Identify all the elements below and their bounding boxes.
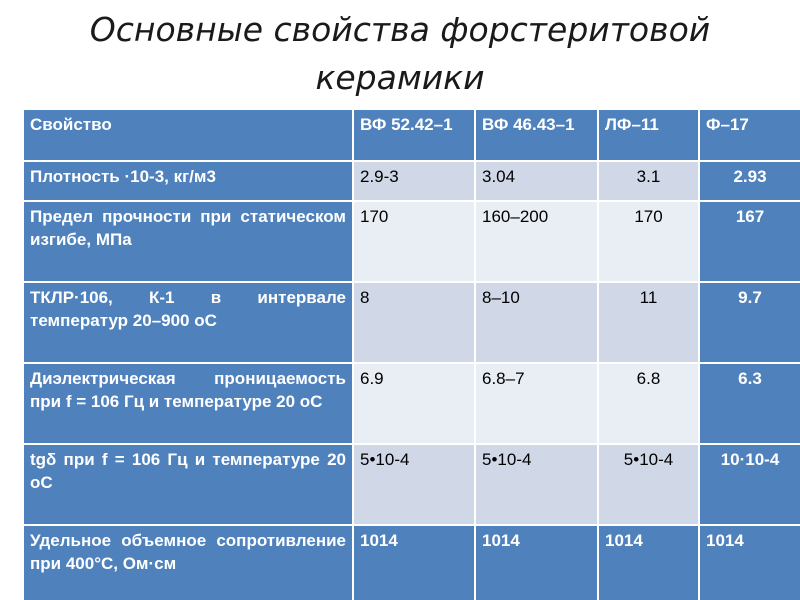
table-row-density bbox=[23, 161, 800, 201]
value-cell: 2.9-3 bbox=[353, 161, 475, 201]
table-row-bending-strength bbox=[23, 201, 800, 282]
property-cell bbox=[23, 201, 353, 282]
table-row-volume-resistivity bbox=[23, 525, 800, 600]
value-cell-highlight: 9.7 bbox=[699, 282, 800, 363]
properties-table bbox=[22, 108, 800, 600]
page-title-line-2: керамики bbox=[315, 58, 485, 97]
value-cell: 8 bbox=[353, 282, 475, 363]
value-cell: 1014 bbox=[699, 525, 800, 600]
column-header-f-17: Ф–17 bbox=[699, 109, 800, 161]
value-cell: 6.9 bbox=[353, 363, 475, 444]
value-cell: 3.1 bbox=[598, 161, 699, 201]
property-label: ТКЛР·106, К-1 в интервале температур 20–900 оС bbox=[30, 288, 346, 330]
property-label: Диэлектрическая проницаемость при f = 106 Гц и температуре 20 оС bbox=[30, 369, 346, 411]
table-row-loss-tangent bbox=[23, 444, 800, 525]
column-header-property: Свойство bbox=[23, 109, 353, 161]
page-title-line-1: Основные свойства форстеритовой bbox=[89, 10, 711, 49]
value-cell-highlight: 10·10-4 bbox=[699, 444, 800, 525]
property-label: Плотность ·10-3, кг/м3 bbox=[30, 167, 216, 186]
value-cell-highlight: 6.3 bbox=[699, 363, 800, 444]
property-cell bbox=[23, 444, 353, 525]
value-cell: 160–200 bbox=[475, 201, 598, 282]
property-label: Предел прочности при статическом изгибе, МПа bbox=[30, 207, 346, 249]
table-row-permittivity bbox=[23, 363, 800, 444]
value-cell: 5•10-4 bbox=[475, 444, 598, 525]
property-cell bbox=[23, 161, 353, 201]
value-cell: 1014 bbox=[598, 525, 699, 600]
column-header-vf-46-43-1: ВФ 46.43–1 bbox=[475, 109, 598, 161]
value-cell: 6.8–7 bbox=[475, 363, 598, 444]
value-cell: 1014 bbox=[353, 525, 475, 600]
column-header-vf-52-42-1: ВФ 52.42–1 bbox=[353, 109, 475, 161]
column-header-lf-11: ЛФ–11 bbox=[598, 109, 699, 161]
page-title bbox=[0, 6, 800, 102]
value-cell: 8–10 bbox=[475, 282, 598, 363]
table-row-thermal-expansion bbox=[23, 282, 800, 363]
properties-table-container bbox=[22, 108, 800, 600]
property-label: tgδ при f = 106 Гц и температуре 20 оС bbox=[30, 450, 346, 492]
value-cell-highlight: 2.93 bbox=[699, 161, 800, 201]
value-cell: 170 bbox=[598, 201, 699, 282]
value-cell: 3.04 bbox=[475, 161, 598, 201]
property-cell bbox=[23, 363, 353, 444]
value-cell-highlight: 167 bbox=[699, 201, 800, 282]
value-cell: 6.8 bbox=[598, 363, 699, 444]
property-label: Удельное объемное сопротивление при 400°С, Ом·см bbox=[30, 531, 346, 573]
value-cell: 170 bbox=[353, 201, 475, 282]
value-cell: 1014 bbox=[475, 525, 598, 600]
value-cell: 11 bbox=[598, 282, 699, 363]
property-cell bbox=[23, 525, 353, 600]
value-cell: 5•10-4 bbox=[598, 444, 699, 525]
table-header-row bbox=[23, 109, 800, 161]
value-cell: 5•10-4 bbox=[353, 444, 475, 525]
property-cell bbox=[23, 282, 353, 363]
